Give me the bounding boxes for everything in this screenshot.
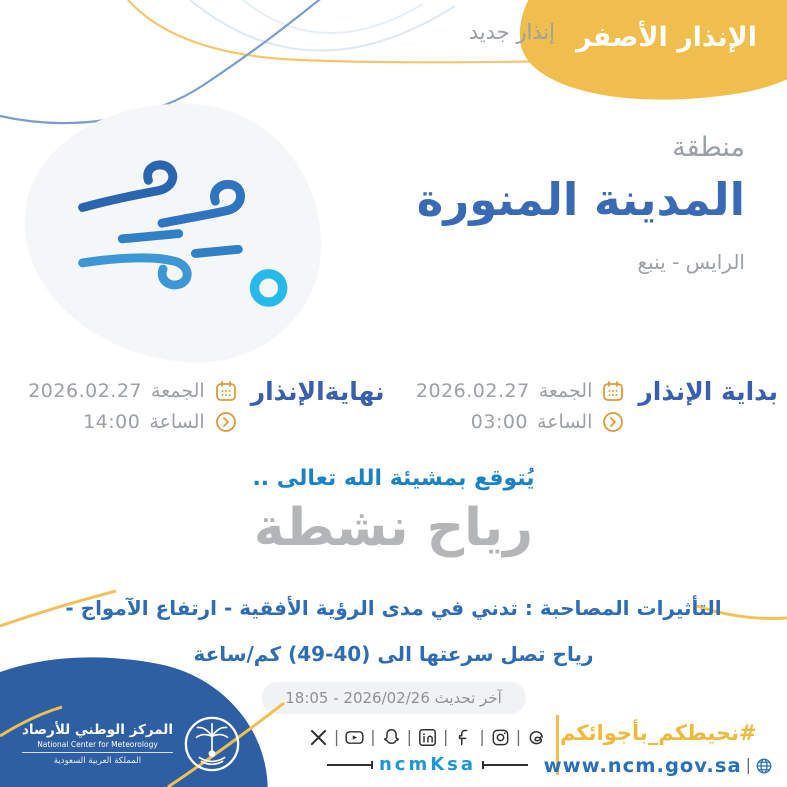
alert-end-label: نهايةالإنذار xyxy=(250,377,385,406)
alert-start-date-row xyxy=(416,379,625,403)
social-handle-row xyxy=(300,754,555,775)
end-date: 2026.02.27 xyxy=(28,380,143,402)
org-name-english: National Center for Meteorology xyxy=(22,740,173,753)
facebook-icon[interactable] xyxy=(453,727,474,748)
region-name: المدينة المنورة xyxy=(416,173,745,226)
alert-level-badge: الإنذار الأصفر xyxy=(576,22,757,53)
alert-end-date-row xyxy=(28,379,237,403)
social-icons-row: | | | | | | xyxy=(300,727,555,748)
ncm-emblem-icon xyxy=(183,715,241,773)
alert-end-time-row xyxy=(28,410,237,434)
globe-icon xyxy=(755,757,773,775)
start-day: الجمعة xyxy=(538,380,593,402)
end-time: 14:00 xyxy=(83,411,141,433)
clock-icon xyxy=(601,410,625,434)
footer-right-block xyxy=(544,721,773,777)
effects-line1: التأثيرات المصاحبة : تدني في مدى الرؤية الأفقية - ارتفاع الآمواج - xyxy=(65,596,722,620)
snapchat-icon[interactable] xyxy=(381,727,402,748)
alert-start-time-row xyxy=(416,410,625,434)
last-update-pill: آخر تحديث 2026/02/26 - 18:05 xyxy=(261,682,526,714)
org-name-arabic: المركز الوطني للأرصاد xyxy=(22,722,173,738)
sub-region: الرايس - ينبع xyxy=(637,250,745,274)
instagram-icon[interactable] xyxy=(490,727,511,748)
ncm-logo xyxy=(22,715,241,773)
clock-icon xyxy=(214,410,238,434)
ncm-logo-text xyxy=(22,722,173,766)
phenomenon-title: رياح نشطة xyxy=(253,498,534,558)
expectation-intro: يُتوقع بمشيئة الله تعالى .. xyxy=(252,466,535,491)
alert-start-label: بداية الإنذار xyxy=(638,377,778,406)
alert-end-block xyxy=(0,376,394,434)
end-day: الجمعة xyxy=(151,380,205,402)
calendar-icon xyxy=(214,379,238,403)
region-block xyxy=(417,132,745,274)
website-row: www.ncm.gov.sa | xyxy=(544,754,773,777)
website-link[interactable]: www.ncm.gov.sa xyxy=(543,754,742,777)
social-handle[interactable]: ncmKsa xyxy=(378,754,477,775)
linkedin-icon[interactable] xyxy=(417,727,438,748)
start-date: 2026.02.27 xyxy=(415,380,530,402)
calendar-icon xyxy=(601,379,625,403)
region-label: منطقة xyxy=(672,132,745,163)
x-icon[interactable] xyxy=(308,727,329,748)
start-hour-label: الساعة xyxy=(537,411,593,433)
alert-start-block xyxy=(394,376,787,434)
social-block xyxy=(300,727,555,775)
wind-icon xyxy=(70,150,300,310)
youtube-icon[interactable] xyxy=(344,727,365,748)
yellow-alert-blob xyxy=(505,0,787,126)
campaign-hashtag[interactable]: #نحيطكم_بأجوائكم xyxy=(559,721,757,745)
end-hour-label: الساعة xyxy=(149,411,205,433)
times-section xyxy=(0,376,787,434)
effects-text xyxy=(0,585,787,677)
new-alert-label: إنذار جديد xyxy=(468,20,555,44)
country-name: المملكة العربية السعودية xyxy=(53,756,142,766)
effects-line2: رياح تصل سرعتها الى (40-49) كم/ساعة xyxy=(193,642,594,666)
start-time: 03:00 xyxy=(470,411,529,433)
